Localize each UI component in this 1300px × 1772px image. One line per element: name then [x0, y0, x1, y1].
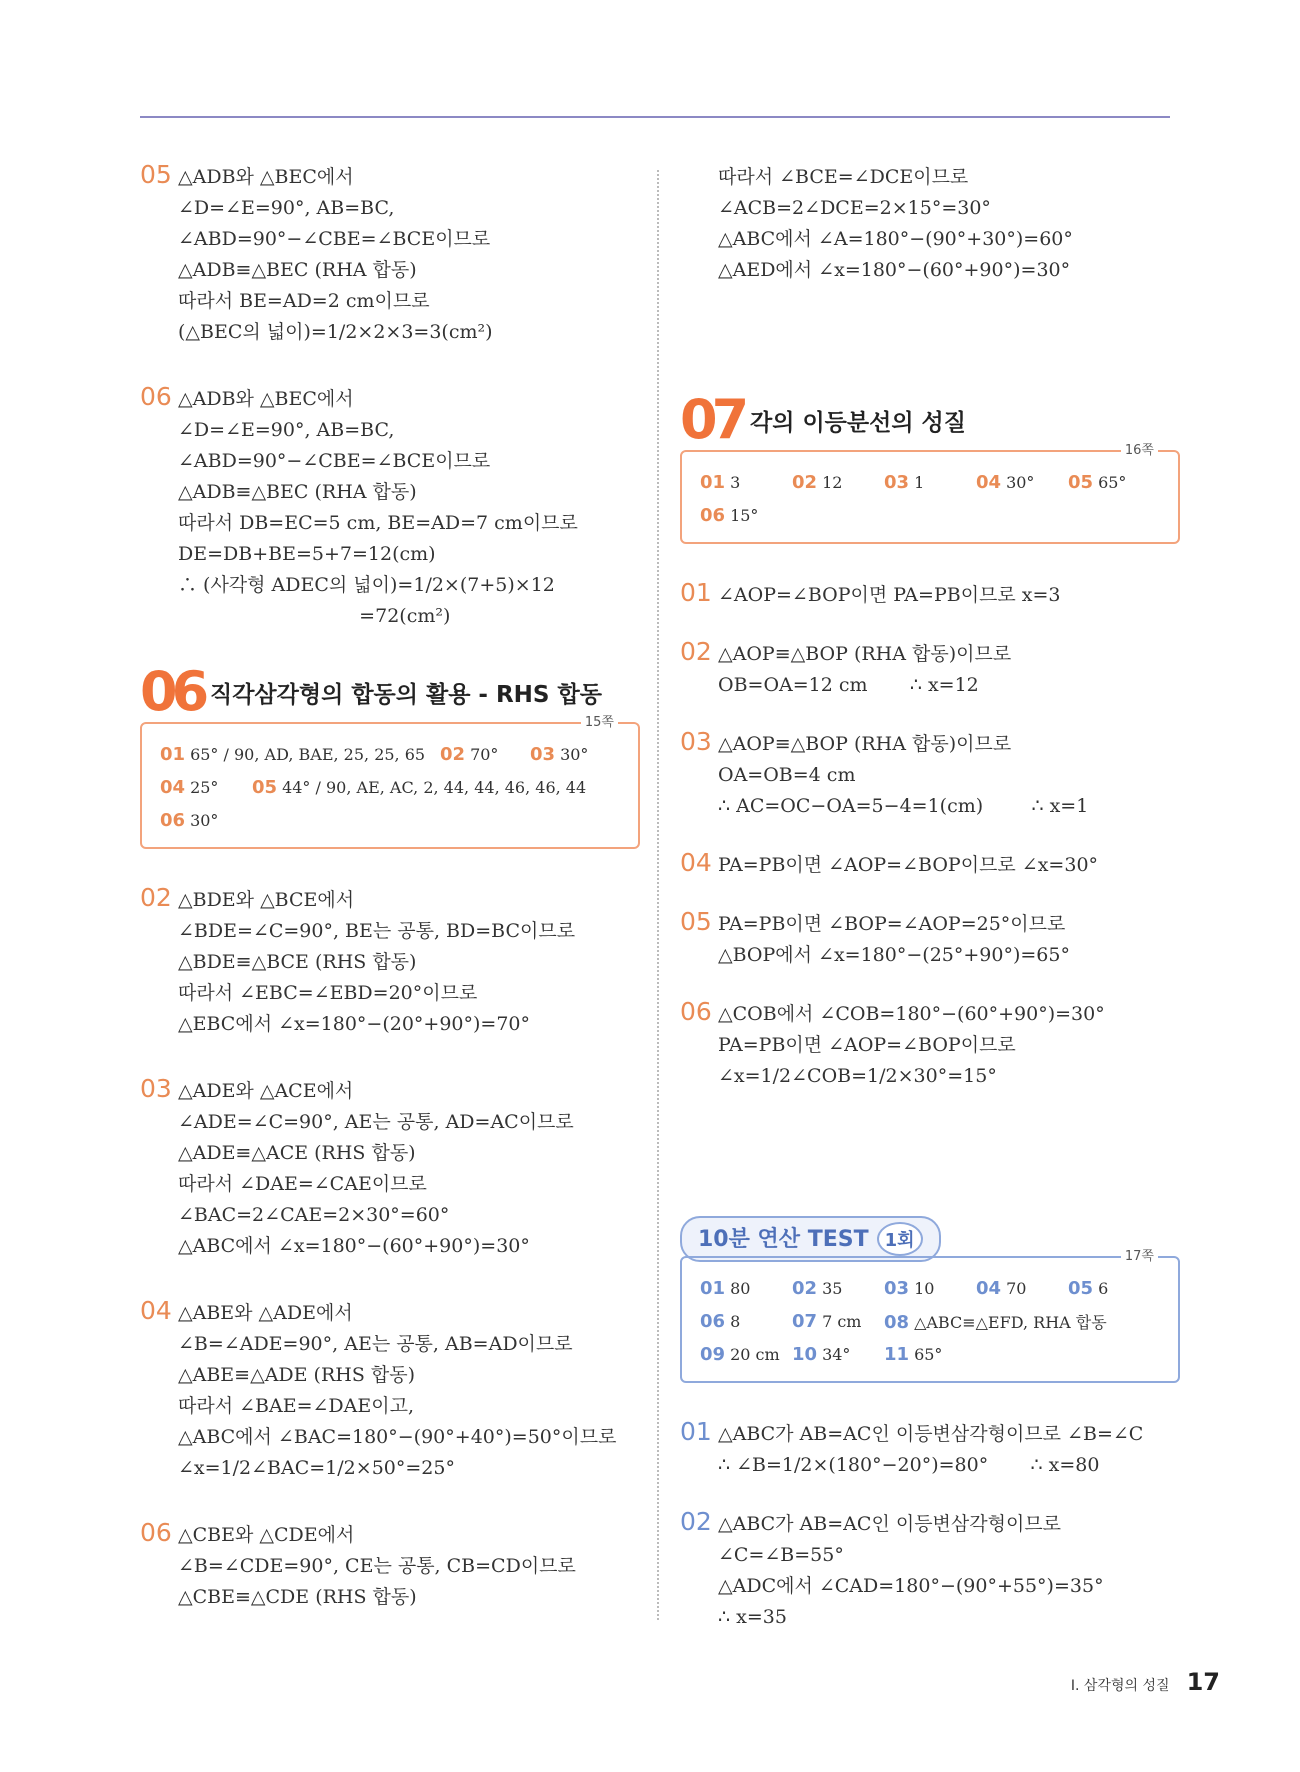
test-header — [680, 1212, 1180, 1256]
solution-line: 따라서 ∠EBC=∠EBD=20°이므로 — [178, 982, 478, 1004]
solution-lines — [718, 850, 1180, 881]
solution-line: △ABE≡△ADE (RHS 합동) — [178, 1364, 416, 1386]
answer-item: 02 70° — [440, 744, 499, 765]
answer-item: 05 6 — [1068, 1278, 1109, 1299]
solution-line: OB=OA=12 cm ∴ x=12 — [718, 674, 979, 696]
solution-line: 따라서 ∠BAE=∠DAE이고, — [178, 1395, 414, 1417]
test-label: 10분 연산 TEST 1회 — [680, 1216, 941, 1262]
answer-item: 08 △ABC≡△EFD, RHA 합동 — [884, 1312, 1107, 1333]
problem-04 — [140, 1298, 640, 1484]
problem-03 — [140, 1076, 640, 1262]
answer-item: 01 80 — [700, 1278, 751, 1299]
solution-line: △EBC에서 ∠x=180°−(20°+90°)=70° — [178, 1013, 531, 1035]
chapter-name: I. 삼각형의 성질 — [1070, 1678, 1170, 1694]
q-05 — [680, 909, 1180, 971]
problem-number: 03 — [140, 1074, 172, 1103]
answer-row — [700, 1338, 1160, 1371]
solution-line: PA=PB이면 ∠AOP=∠BOP이므로 ∠x=30° — [718, 854, 1099, 876]
answer-item: 02 35 — [792, 1278, 843, 1299]
answer-item: 09 20 cm — [700, 1344, 780, 1365]
q-06 — [680, 999, 1180, 1092]
solution-line: △ABE와 △ADE에서 — [178, 1302, 353, 1324]
problem-06 — [140, 384, 640, 632]
solution-lines — [178, 1076, 640, 1262]
solution-line: △CBE≡△CDE (RHS 합동) — [178, 1586, 417, 1608]
answer-row — [700, 1272, 1160, 1305]
solution-line: ∠C=∠B=55° — [718, 1544, 844, 1566]
page-reference: 16쪽 — [1121, 439, 1158, 458]
page-reference: 17쪽 — [1121, 1245, 1158, 1264]
solution-line: PA=PB이면 ∠BOP=∠AOP=25°이므로 — [718, 913, 1066, 935]
right-column — [680, 162, 1180, 1669]
t-02 — [680, 1509, 1180, 1633]
solution-line: △AOP≡△BOP (RHA 합동)이므로 — [718, 643, 1012, 665]
solution-lines — [718, 639, 1180, 701]
answer-row — [700, 466, 1160, 499]
solution-line: 따라서 DB=EC=5 cm, BE=AD=7 cm이므로 — [178, 512, 578, 534]
solution-line: ∴ ∠B=1/2×(180°−20°)=80° ∴ x=80 — [718, 1454, 1100, 1476]
problem-number: 06 — [140, 382, 172, 411]
answer-box-test — [680, 1249, 1180, 1383]
q-01 — [680, 580, 1180, 611]
answer-item: 03 30° — [530, 744, 589, 765]
solution-line: △BDE와 △BCE에서 — [178, 889, 355, 911]
solution-line: ∴ x=35 — [718, 1606, 787, 1628]
solution-lines — [718, 580, 1180, 611]
solution-lines — [178, 384, 640, 632]
answer-item: 03 1 — [884, 472, 925, 493]
solution-line: =72(cm²) — [178, 605, 451, 627]
answer-box-07 — [680, 443, 1180, 544]
t-01 — [680, 1419, 1180, 1481]
problem-number: 02 — [680, 1507, 712, 1536]
answer-item: 05 44° / 90, AE, AC, 2, 44, 44, 46, 46, 44 — [252, 777, 587, 798]
q-03 — [680, 729, 1180, 822]
solution-lines — [718, 729, 1180, 822]
solution-lines — [178, 1520, 640, 1613]
solution-line: (△BEC의 넓이)=1/2×2×3=3(cm²) — [178, 321, 493, 343]
answer-row — [700, 1305, 1160, 1338]
problem-02 — [140, 885, 640, 1040]
solution-line: △ABC에서 ∠BAC=180°−(90°+40°)=50°이므로 — [178, 1426, 617, 1448]
solution-lines — [178, 162, 640, 348]
problem-05 — [140, 162, 640, 348]
problem-number: 04 — [680, 848, 712, 877]
solution-lines — [718, 909, 1180, 971]
answer-item: 10 34° — [792, 1344, 851, 1365]
solution-line: ∠B=∠CDE=90°, CE는 공통, CB=CD이므로 — [178, 1555, 576, 1577]
answer-item: 02 12 — [792, 472, 843, 493]
solution-line: ∠x=1/2∠BAC=1/2×50°=25° — [178, 1457, 455, 1479]
answer-item: 11 65° — [884, 1344, 943, 1365]
solution-line: △ADE와 △ACE에서 — [178, 1080, 354, 1102]
solution-line: ∠x=1/2∠COB=1/2×30°=15° — [718, 1065, 997, 1087]
answer-row — [160, 804, 620, 837]
solution-line: ∠ACB=2∠DCE=2×15°=30° — [718, 197, 991, 219]
solution-line: ∠BAC=2∠CAE=2×30°=60° — [178, 1204, 450, 1226]
top-rule — [140, 116, 1170, 118]
answer-item: 01 65° / 90, AD, BAE, 25, 25, 65 — [160, 744, 426, 765]
answer-box-06 — [140, 715, 640, 849]
solution-line: △BOP에서 ∠x=180°−(25°+90°)=65° — [718, 944, 1070, 966]
section-number: 07 — [680, 388, 744, 451]
solution-line: 따라서 ∠DAE=∠CAE이므로 — [178, 1173, 427, 1195]
problem-number: 04 — [140, 1296, 172, 1325]
solution-line: △ADB≡△BEC (RHA 합동) — [178, 259, 417, 281]
solution-line: ∴ (사각형 ADEC의 넓이)=1/2×(7+5)×12 — [178, 574, 555, 596]
solution-line: 따라서 ∠BCE=∠DCE이므로 — [718, 166, 969, 188]
solution-line: 따라서 BE=AD=2 cm이므로 — [178, 290, 430, 312]
solution-line: △AOP≡△BOP (RHA 합동)이므로 — [718, 733, 1012, 755]
solution-line: △ADB와 △BEC에서 — [178, 166, 354, 188]
problem-number: 03 — [680, 727, 712, 756]
solution-lines — [178, 1298, 640, 1484]
answer-item: 04 30° — [976, 472, 1035, 493]
answer-row — [160, 771, 620, 804]
answer-item: 04 70 — [976, 1278, 1027, 1299]
solution-line: ∠ADE=∠C=90°, AE는 공통, AD=AC이므로 — [178, 1111, 574, 1133]
solution-line: PA=PB이면 ∠AOP=∠BOP이므로 — [718, 1034, 1016, 1056]
solution-line: △ADB와 △BEC에서 — [178, 388, 354, 410]
solution-line: △BDE≡△BCE (RHS 합동) — [178, 951, 417, 973]
answer-item: 06 8 — [700, 1311, 741, 1332]
solution-lines — [718, 162, 1180, 286]
solution-line: ∠ABD=90°−∠CBE=∠BCE이므로 — [178, 450, 491, 472]
answer-item: 05 65° — [1068, 472, 1127, 493]
answer-item: 01 3 — [700, 472, 741, 493]
solution-line: △ADC에서 ∠CAD=180°−(90°+55°)=35° — [718, 1575, 1104, 1597]
answer-item: 07 7 cm — [792, 1311, 862, 1332]
solution-lines — [718, 999, 1180, 1092]
answer-item: 06 15° — [700, 505, 759, 526]
q-04 — [680, 850, 1180, 881]
solution-line: DE=DB+BE=5+7=12(cm) — [178, 543, 436, 565]
answer-item: 03 10 — [884, 1278, 935, 1299]
column-divider — [657, 170, 659, 1620]
solution-lines — [178, 885, 640, 1040]
solution-line: ∠BDE=∠C=90°, BE는 공통, BD=BC이므로 — [178, 920, 576, 942]
problem-06b — [140, 1520, 640, 1613]
problem-number: 06 — [140, 1518, 172, 1547]
section-number: 06 — [140, 660, 204, 723]
section-title: 각의 이등분선의 성질 — [750, 410, 966, 436]
answer-item: 06 30° — [160, 810, 219, 831]
continued-solution — [680, 162, 1180, 286]
solution-line: ∠ABD=90°−∠CBE=∠BCE이므로 — [178, 228, 491, 250]
solution-line: ∴ AC=OC−OA=5−4=1(cm) ∴ x=1 — [718, 795, 1089, 817]
solution-line: △ADB≡△BEC (RHA 합동) — [178, 481, 417, 503]
page-footer — [1071, 1668, 1220, 1696]
solution-line: △ABC에서 ∠A=180°−(90°+30°)=60° — [718, 228, 1073, 250]
answer-row — [160, 738, 620, 771]
page-number: 17 — [1186, 1668, 1220, 1696]
q-02 — [680, 639, 1180, 701]
answer-item: 04 25° — [160, 777, 219, 798]
section-title: 직각삼각형의 합동의 활용 - RHS 합동 — [210, 682, 602, 708]
round-badge: 1회 — [877, 1222, 923, 1256]
solution-line: OA=OB=4 cm — [718, 764, 856, 786]
left-column — [140, 162, 640, 1649]
solution-line: ∠D=∠E=90°, AB=BC, — [178, 197, 395, 219]
problem-number: 01 — [680, 1417, 712, 1446]
problem-number: 05 — [680, 907, 712, 936]
problem-number: 02 — [680, 637, 712, 666]
solution-line: △ABC가 AB=AC인 이등변삼각형이므로 — [718, 1513, 1062, 1535]
solution-line: ∠D=∠E=90°, AB=BC, — [178, 419, 395, 441]
problem-number: 06 — [680, 997, 712, 1026]
solution-line: △CBE와 △CDE에서 — [178, 1524, 355, 1546]
solution-line: △COB에서 ∠COB=180°−(60°+90°)=30° — [718, 1003, 1105, 1025]
problem-number: 02 — [140, 883, 172, 912]
solution-line: △AED에서 ∠x=180°−(60°+90°)=30° — [718, 259, 1071, 281]
answer-row — [700, 499, 1160, 532]
solution-line: △ABC가 AB=AC인 이등변삼각형이므로 ∠B=∠C — [718, 1423, 1144, 1445]
problem-number: 05 — [140, 160, 172, 189]
problem-number: 01 — [680, 578, 712, 607]
solution-line: ∠B=∠ADE=90°, AE는 공통, AB=AD이므로 — [178, 1333, 573, 1355]
solution-line: ∠AOP=∠BOP이면 PA=PB이므로 x=3 — [718, 584, 1061, 606]
page-reference: 15쪽 — [581, 711, 618, 730]
solution-line: △ABC에서 ∠x=180°−(60°+90°)=30° — [178, 1235, 530, 1257]
solution-lines — [718, 1509, 1180, 1633]
solution-lines — [718, 1419, 1180, 1481]
solution-line: △ADE≡△ACE (RHS 합동) — [178, 1142, 416, 1164]
